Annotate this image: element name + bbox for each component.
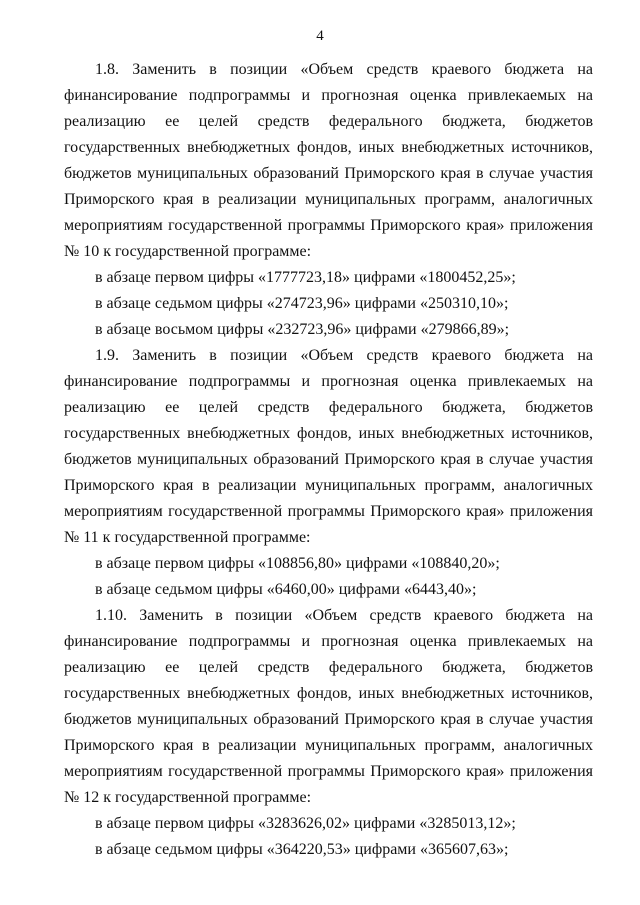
text-line: 1.8. Заменить в позиции «Объем средств краевого бюджета на xyxy=(95,61,593,78)
list-item: в абзаце седьмом цифры «274723,96» цифрами «250310,10»; xyxy=(95,295,509,312)
text-line: финансирование подпрограммы и прогнозная оценка привлекаемых на xyxy=(64,87,593,104)
text-line: бюджетов муниципальных образований Приморского края в случае участия xyxy=(64,451,593,468)
text-line: бюджетов муниципальных образований Приморского края в случае участия xyxy=(64,711,593,728)
text-line: мероприятиям государственной программы Приморского края» приложения xyxy=(64,217,593,234)
text-line: № 11 к государственной программе: xyxy=(64,529,311,546)
text-line: реализацию ее целей средств федерального бюджета, бюджетов xyxy=(64,113,593,130)
text-line: мероприятиям государственной программы Приморского края» приложения xyxy=(64,503,593,520)
text-line: 1.10. Заменить в позиции «Объем средств краевого бюджета на xyxy=(95,607,593,624)
text-line: № 10 к государственной программе: xyxy=(64,243,312,260)
text-line: Приморского края в реализации муниципальных программ, аналогичных xyxy=(64,191,593,208)
text-line: государственных внебюджетных фондов, иных внебюджетных источников, xyxy=(64,425,593,442)
text-line: реализацию ее целей средств федерального бюджета, бюджетов xyxy=(64,659,593,676)
text-line: государственных внебюджетных фондов, иных внебюджетных источников, xyxy=(64,139,593,156)
list-item: в абзаце восьмом цифры «232723,96» цифрами «279866,89»; xyxy=(95,321,510,338)
text-line: финансирование подпрограммы и прогнозная оценка привлекаемых на xyxy=(64,373,593,390)
list-item: в абзаце первом цифры «3283626,02» цифрами «3285013,12»; xyxy=(95,815,516,832)
text-line: № 12 к государственной программе: xyxy=(64,789,312,806)
list-item: в абзаце первом цифры «108856,80» цифрами «108840,20»; xyxy=(95,555,500,572)
text-line: Приморского края в реализации муниципальных программ, аналогичных xyxy=(64,477,593,494)
page-number: 4 xyxy=(316,28,324,44)
list-item: в абзаце первом цифры «1777723,18» цифрами «1800452,25»; xyxy=(95,269,516,286)
text-line: государственных внебюджетных фондов, иных внебюджетных источников, xyxy=(64,685,593,702)
text-line: реализацию ее целей средств федерального бюджета, бюджетов xyxy=(64,399,593,416)
text-line: 1.9. Заменить в позиции «Объем средств краевого бюджета на xyxy=(95,347,593,364)
list-item: в абзаце седьмом цифры «6460,00» цифрами «6443,40»; xyxy=(95,581,477,598)
list-item: в абзаце седьмом цифры «364220,53» цифрами «365607,63»; xyxy=(95,841,509,858)
text-line: бюджетов муниципальных образований Приморского края в случае участия xyxy=(64,165,593,182)
text-line: мероприятиям государственной программы Приморского края» приложения xyxy=(64,763,593,780)
text-line: финансирование подпрограммы и прогнозная оценка привлекаемых на xyxy=(64,633,593,650)
text-line: Приморского края в реализации муниципальных программ, аналогичных xyxy=(64,737,593,754)
